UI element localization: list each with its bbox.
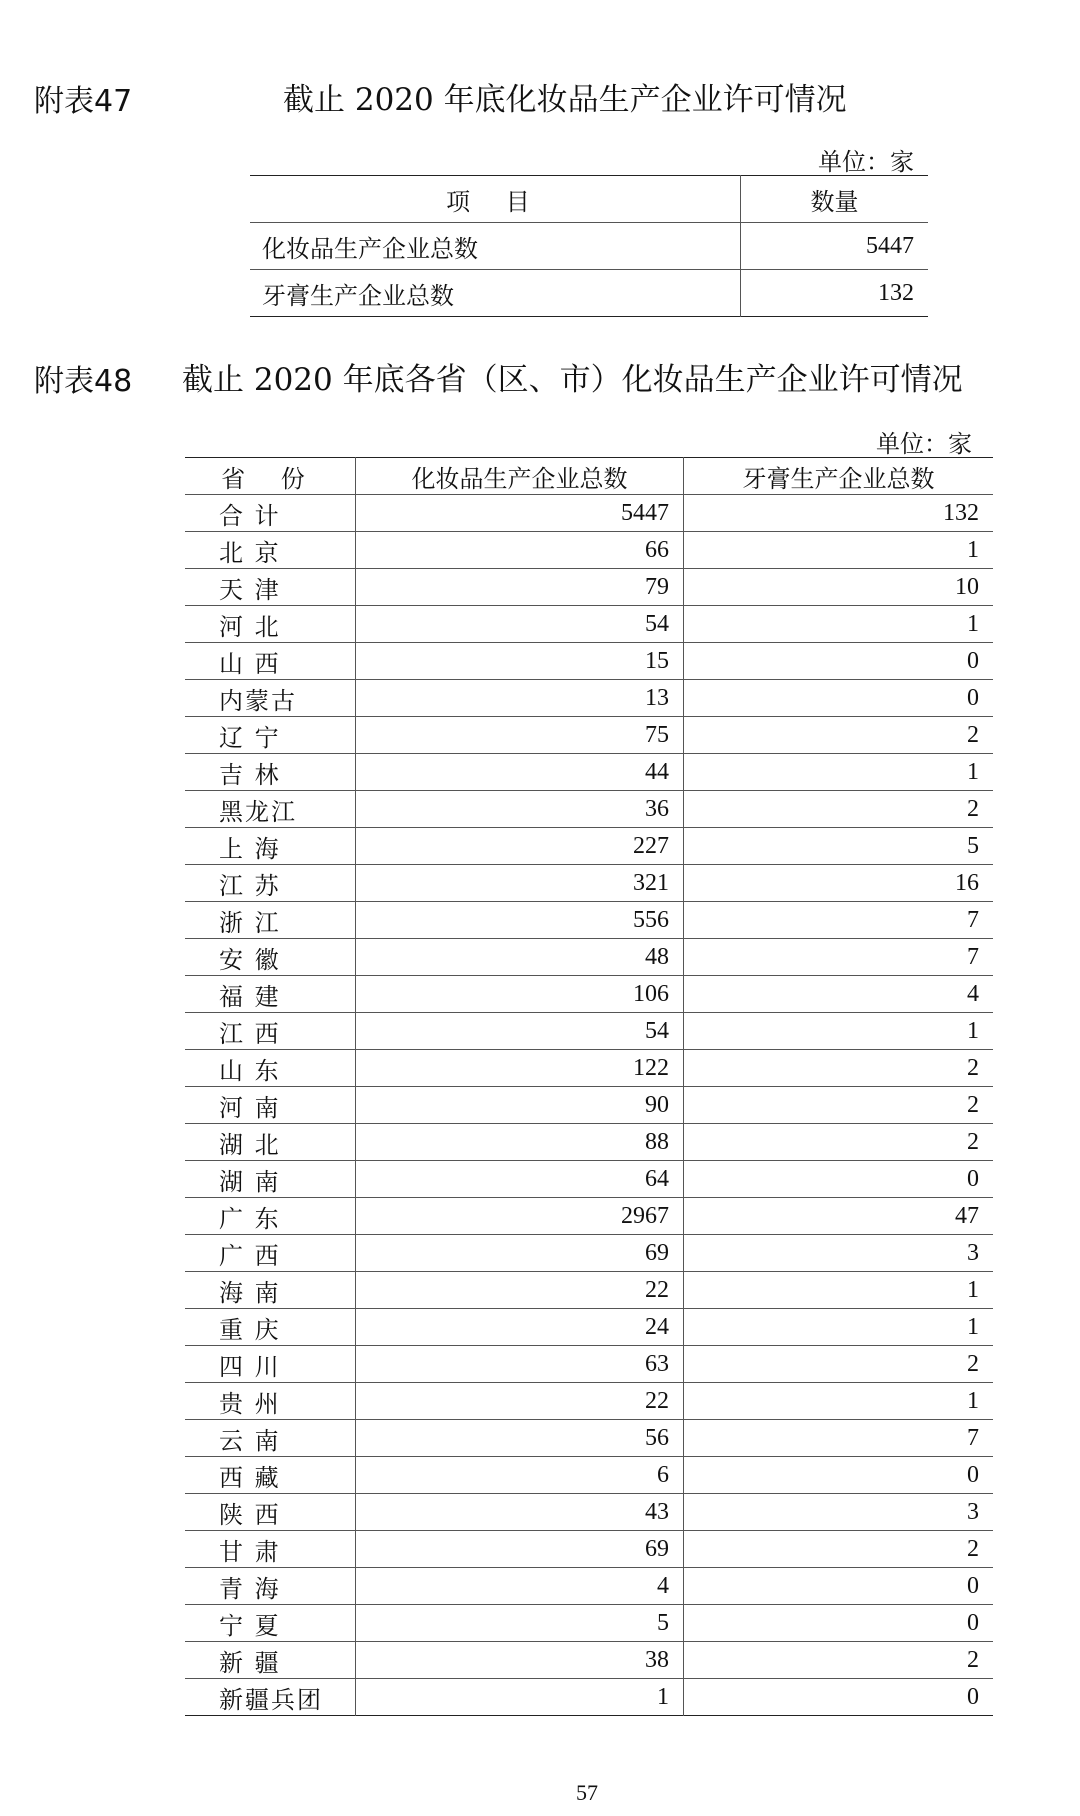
table-row xyxy=(185,865,993,902)
table-row xyxy=(250,223,928,270)
toothpaste-count-cell: 132 xyxy=(684,495,994,532)
cosmetics-count-cell: 43 xyxy=(356,1494,684,1531)
cosmetics-count-cell: 22 xyxy=(356,1272,684,1309)
table47-item: 牙膏生产企业总数 xyxy=(250,270,741,317)
toothpaste-count-cell: 0 xyxy=(684,1457,994,1494)
toothpaste-count-cell: 0 xyxy=(967,1683,979,1710)
table47-heading: 附表47 xyxy=(34,84,133,119)
cosmetics-count-cell: 63 xyxy=(356,1346,684,1383)
toothpaste-count-cell: 3 xyxy=(684,1494,994,1531)
cosmetics-count-cell: 13 xyxy=(356,680,684,717)
province-cell: 甘 肃 xyxy=(185,1531,356,1568)
cosmetics-count-cell: 66 xyxy=(356,532,684,569)
toothpaste-count-cell: 2 xyxy=(684,791,994,828)
table-row xyxy=(185,1642,993,1679)
table-row xyxy=(185,1383,993,1420)
cosmetics-count-cell: 69 xyxy=(356,1235,684,1272)
table-row xyxy=(185,1161,993,1198)
table-row xyxy=(185,1679,993,1716)
cosmetics-count-cell: 2967 xyxy=(356,1198,684,1235)
toothpaste-count-cell: 5 xyxy=(684,828,994,865)
province-cell: 辽 宁 xyxy=(185,717,356,754)
table-row xyxy=(185,791,993,828)
province-cell: 广 东 xyxy=(185,1198,356,1235)
cosmetics-count-cell: 556 xyxy=(356,902,684,939)
table-row xyxy=(185,1531,993,1568)
table48-header-toothpaste: 牙膏生产企业总数 xyxy=(684,458,994,495)
province-cell: 湖 北 xyxy=(185,1124,356,1161)
table-row xyxy=(185,902,993,939)
toothpaste-count-cell: 0 xyxy=(684,643,994,680)
cosmetics-count-cell: 38 xyxy=(356,1642,684,1679)
toothpaste-count-cell: 10 xyxy=(684,569,994,606)
toothpaste-count-cell: 2 xyxy=(684,1346,994,1383)
table-row xyxy=(250,270,928,317)
province-cell: 黑龙江 xyxy=(185,791,356,828)
toothpaste-count-cell: 4 xyxy=(684,976,994,1013)
toothpaste-count-cell: 16 xyxy=(684,865,994,902)
province-cell: 内蒙古 xyxy=(185,680,356,717)
cosmetics-count-cell: 22 xyxy=(356,1383,684,1420)
province-cell: 新 疆 xyxy=(185,1642,356,1679)
table-row xyxy=(185,828,993,865)
table-row xyxy=(185,1198,993,1235)
cosmetics-count-cell: 6 xyxy=(356,1457,684,1494)
table-row xyxy=(185,1457,993,1494)
table-row xyxy=(185,1420,993,1457)
table-row xyxy=(185,1494,993,1531)
toothpaste-count-cell: 1 xyxy=(684,1309,994,1346)
table47-item: 化妆品生产企业总数 xyxy=(250,223,741,270)
province-cell: 宁 夏 xyxy=(185,1605,356,1642)
cosmetics-count-cell: 122 xyxy=(356,1050,684,1087)
province-cell: 海 南 xyxy=(185,1272,356,1309)
toothpaste-count-cell: 1 xyxy=(684,754,994,791)
toothpaste-count-cell: 1 xyxy=(684,1383,994,1420)
table48-unit: 单位：家 xyxy=(876,430,972,458)
table48 xyxy=(185,457,993,1716)
cosmetics-count-cell: 90 xyxy=(356,1087,684,1124)
table-row xyxy=(185,1087,993,1124)
toothpaste-count-cell: 7 xyxy=(684,1420,994,1457)
cosmetics-count-cell: 4 xyxy=(356,1568,684,1605)
cosmetics-count-cell: 15 xyxy=(356,643,684,680)
province-cell: 新疆兵团 xyxy=(185,1679,356,1716)
table-row xyxy=(185,1309,993,1346)
cosmetics-count-cell: 75 xyxy=(356,717,684,754)
province-cell: 河 南 xyxy=(185,1087,356,1124)
cosmetics-count-cell: 88 xyxy=(356,1124,684,1161)
table47-header-count: 数量 xyxy=(741,176,929,223)
toothpaste-count-cell: 0 xyxy=(684,680,994,717)
toothpaste-count-cell: 2 xyxy=(684,1531,994,1568)
table-row xyxy=(185,680,993,717)
table-row xyxy=(185,569,993,606)
toothpaste-count-cell: 1 xyxy=(684,606,994,643)
toothpaste-count-cell: 7 xyxy=(684,902,994,939)
cosmetics-count-cell: 227 xyxy=(356,828,684,865)
cosmetics-count-cell: 36 xyxy=(356,791,684,828)
table47 xyxy=(250,175,928,317)
table-row xyxy=(185,939,993,976)
cosmetics-count-cell: 44 xyxy=(356,754,684,791)
province-cell: 山 西 xyxy=(185,643,356,680)
province-cell: 江 苏 xyxy=(185,865,356,902)
table-row xyxy=(185,643,993,680)
table-row xyxy=(185,717,993,754)
province-cell: 重 庆 xyxy=(185,1309,356,1346)
table-row xyxy=(185,532,993,569)
table-row xyxy=(185,1568,993,1605)
table47-unit: 单位：家 xyxy=(818,148,914,176)
toothpaste-count-cell: 7 xyxy=(684,939,994,976)
province-cell: 西 藏 xyxy=(185,1457,356,1494)
toothpaste-count-cell: 2 xyxy=(684,1642,994,1679)
cosmetics-count-cell: 321 xyxy=(356,865,684,902)
province-cell: 贵 州 xyxy=(185,1383,356,1420)
province-cell: 浙 江 xyxy=(185,902,356,939)
table47-header-row xyxy=(250,176,928,223)
table-row xyxy=(185,1272,993,1309)
table47-header-item: 项 目 xyxy=(250,176,741,223)
table-row xyxy=(185,495,993,532)
toothpaste-count-cell: 2 xyxy=(684,717,994,754)
province-cell: 北 京 xyxy=(185,532,356,569)
toothpaste-count-cell: 0 xyxy=(684,1161,994,1198)
cosmetics-count-cell: 1 xyxy=(356,1679,684,1716)
toothpaste-count-cell: 47 xyxy=(684,1198,994,1235)
table-row xyxy=(185,1346,993,1383)
province-cell: 江 西 xyxy=(185,1013,356,1050)
toothpaste-count-cell: 2 xyxy=(684,1124,994,1161)
cosmetics-count-cell: 5447 xyxy=(356,495,684,532)
province-cell: 广 西 xyxy=(185,1235,356,1272)
table-row xyxy=(185,1013,993,1050)
toothpaste-count-cell: 0 xyxy=(684,1605,994,1642)
cosmetics-count-cell: 48 xyxy=(356,939,684,976)
toothpaste-count-cell: 2 xyxy=(684,1087,994,1124)
province-cell: 云 南 xyxy=(185,1420,356,1457)
cosmetics-count-cell: 106 xyxy=(356,976,684,1013)
province-cell: 河 北 xyxy=(185,606,356,643)
toothpaste-count-cell: 3 xyxy=(684,1235,994,1272)
toothpaste-count-cell: 2 xyxy=(684,1050,994,1087)
province-cell: 四 川 xyxy=(185,1346,356,1383)
province-cell: 上 海 xyxy=(185,828,356,865)
toothpaste-count-cell: 1 xyxy=(684,532,994,569)
province-cell: 陕 西 xyxy=(185,1494,356,1531)
toothpaste-count-cell: 1 xyxy=(684,1013,994,1050)
table48-header-cosmetics: 化妆品生产企业总数 xyxy=(356,458,684,495)
province-cell: 福 建 xyxy=(185,976,356,1013)
table48-header-province: 省 份 xyxy=(185,458,356,495)
province-cell: 湖 南 xyxy=(185,1161,356,1198)
province-cell: 山 东 xyxy=(185,1050,356,1087)
table48-title: 截止 2020 年底各省（区、市）化妆品生产企业许可情况 xyxy=(182,362,963,398)
table-row xyxy=(185,976,993,1013)
table-row xyxy=(185,1124,993,1161)
province-cell: 天 津 xyxy=(185,569,356,606)
province-cell: 合 计 xyxy=(185,495,356,532)
table-row xyxy=(185,1235,993,1272)
cosmetics-count-cell: 64 xyxy=(356,1161,684,1198)
province-cell: 安 徽 xyxy=(185,939,356,976)
toothpaste-count-cell: 1 xyxy=(684,1272,994,1309)
table-row xyxy=(185,1605,993,1642)
province-cell: 青 海 xyxy=(185,1568,356,1605)
table47-title: 截止 2020 年底化妆品生产企业许可情况 xyxy=(283,82,847,118)
table-row xyxy=(185,1050,993,1087)
cosmetics-count-cell: 24 xyxy=(356,1309,684,1346)
table48-header-row xyxy=(185,458,993,495)
table47-count: 5447 xyxy=(741,223,929,270)
table47-count: 132 xyxy=(878,279,914,306)
page-number: 57 xyxy=(576,1780,598,1805)
table-row xyxy=(185,606,993,643)
cosmetics-count-cell: 5 xyxy=(356,1605,684,1642)
table48-heading: 附表48 xyxy=(34,364,133,399)
cosmetics-count-cell: 54 xyxy=(356,1013,684,1050)
table-row xyxy=(185,754,993,791)
cosmetics-count-cell: 54 xyxy=(356,606,684,643)
cosmetics-count-cell: 69 xyxy=(356,1531,684,1568)
province-cell: 吉 林 xyxy=(185,754,356,791)
toothpaste-count-cell: 0 xyxy=(684,1568,994,1605)
cosmetics-count-cell: 79 xyxy=(356,569,684,606)
cosmetics-count-cell: 56 xyxy=(356,1420,684,1457)
